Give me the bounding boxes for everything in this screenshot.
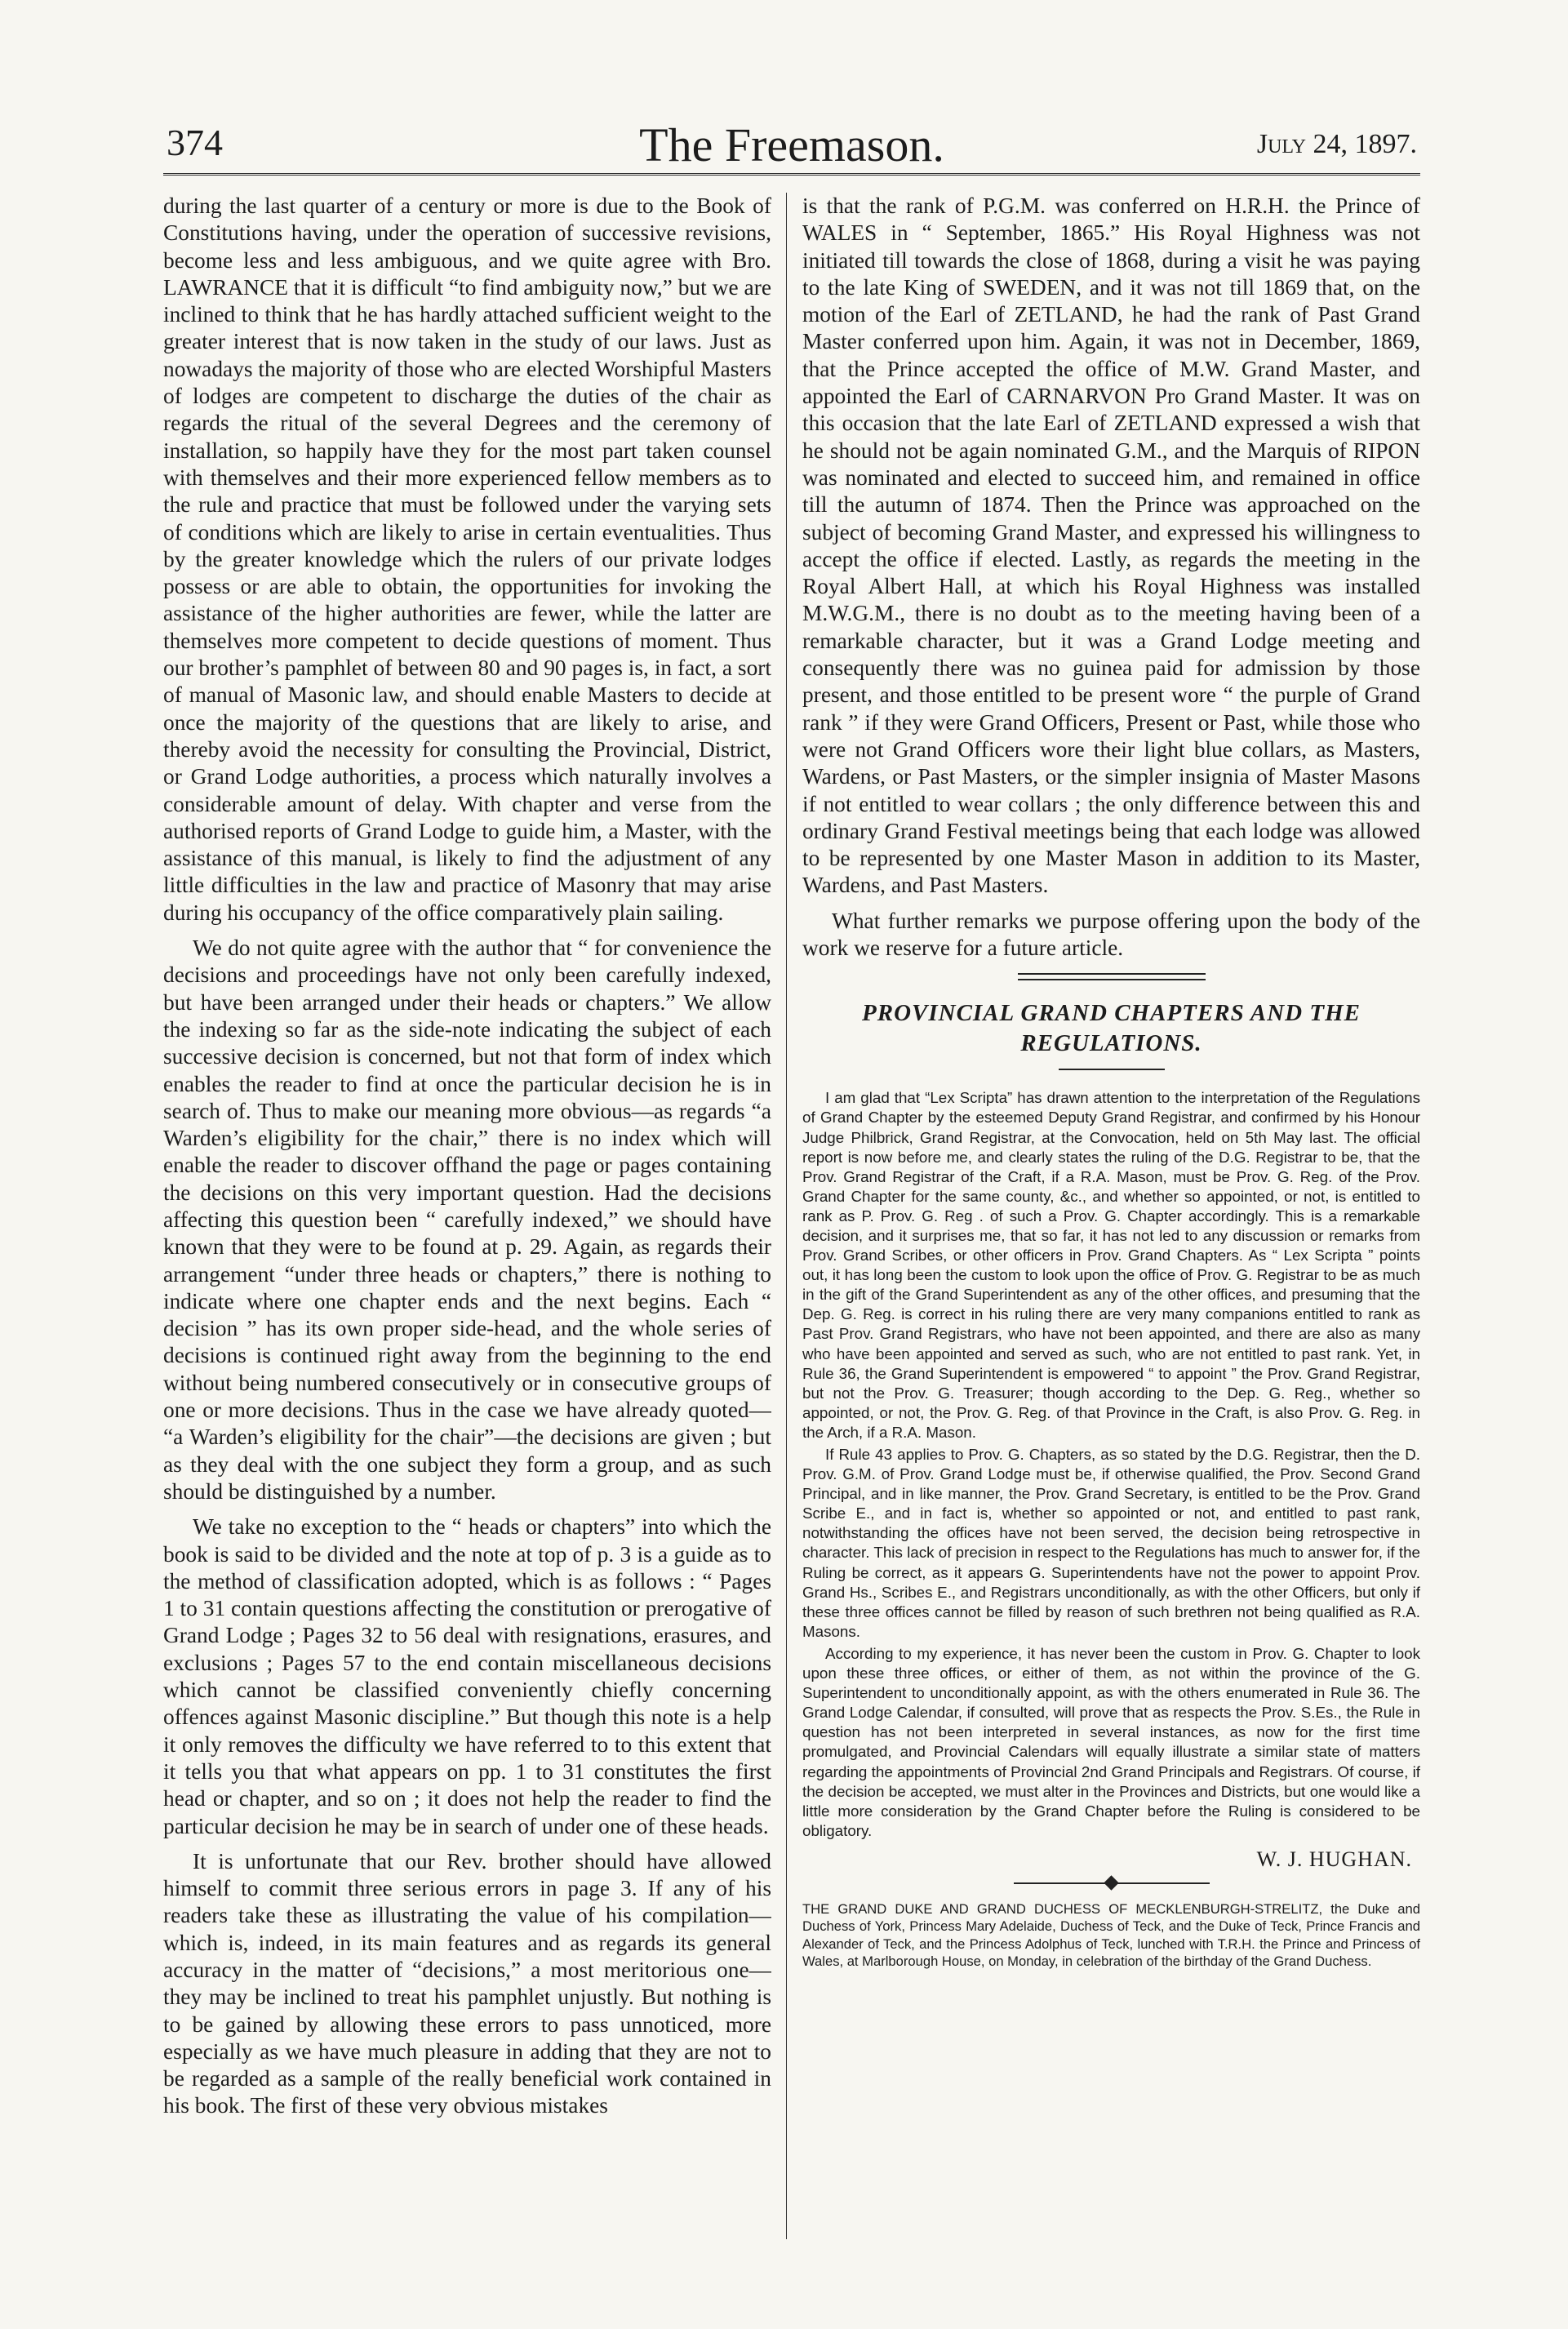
article-paragraph: It is unfortunate that our Rev. brother should have allowed himself to commit three serious errors in page 3. If any of his readers take these as illustrating the value of his compilation—which is, indeed, in its main features and as regards its general accuracy in the matter of “decisions,” a most meritorious one—they may be inclined to treat his pamphlet unjustly. But nothing is to be gained by allowing these errors to pass unnoticed, more especially as we have much pleasure in adding that they are not to be regarded as a sample of the really beneficial work contained in his book. The first of these very obvious mistakes xyxy=(163,1848,771,2118)
article-paragraph: We do not quite agree with the author that “ for convenience the decisions and proceedings have not only been carefully indexed, but have been arranged under their heads or chapters.” We allow the indexing so far as the side-note indicating the subject of each successive decision is concerned, but not that form of index which enables the reader to find at once the particular decision he is in search of. Thus to make our meaning more obvious—as regards “a Warden’s eligibility for the chair,” there is no index which will enable the reader to discover offhand the page or pages containing the decisions on this very important question. Had the decisions affecting this question been “ carefully indexed,” we should have known that they were to be found at p. 29. Again, as regards their arrangement “under three heads or chapters,” there is nothing to indicate where one chapter ends and the next begins. Each “ decision ” has its own proper side-head, and the whole series of decisions is continued right away from the beginning to the end without being numbered consecutively or in consecutive groups of one or more decisions. Thus in the case we have already quoted— “a Warden’s eligibility for the chair”—the decisions are given ; but as they deal with the one subject they form a group, and as such should be distinguished by a number. xyxy=(163,936,771,1504)
left-column xyxy=(163,193,771,2257)
section-title-line: REGULATIONS. xyxy=(1020,1030,1202,1057)
letter-paragraph: If Rule 43 applies to Prov. G. Chapters, as so stated by the D.G. Registrar, then the D. Prov. G.M. of Prov. Grand Lodge must be, if otherwise qualified, the Prov. Second Grand Principal, and in like manner, the Prov. Grand Secretary, is entitled to be the Prov. Grand Scribe E., and in fact is, whether so appointed or not, and entitled to past rank, notwithstanding the offices have not been served, the decision being retrospective in character. This lack of precision in respect to the Regulations has much to answer for, if the Ruling be correct, as it appears G. Superintendents have not the power to appoint Prov. Grand Hs., Scribes E., and Registrars unconditionally, as with the other Officers, but only if these three offices cannot be filled by reason of such brethren not being qualified as R.A. Masons. xyxy=(802,1446,1420,1640)
section-title xyxy=(802,998,1420,1059)
court-notice: THE GRAND DUKE AND GRAND DUCHESS OF MECKLENBURGH-STRELITZ, the Duke and Duchess of York, Princess Mary Adelaide, Duchess of Teck, and the Duke of Teck, Prince Francis and Alexander of Teck, and the Princess Adolphus of Teck, lunched with T.R.H. the Prince and Princess of Wales, at Marlborough House, on Monday, in celebration of the birthday of the Grand Duchess. xyxy=(802,1901,1420,1969)
article-paragraph: during the last quarter of a century or more is due to the Book of Constitutions having, under the operation of successive revisions, become less and less ambiguous, and we quite agree with Bro. LAWRANCE that it is difficult “to find ambiguity now,” but we are inclined to think that he has hardly attached sufficient weight to the greater interest that is now taken in the study of our laws. Just as nowadays the majority of those who are elected Worshipful Masters of lodges are competent to discharge the duties of the chair as regards the ritual of the several Degrees and the ceremony of installation, so happily have they for the most part taken counsel with themselves and their more experienced fellow members as to the rule and practice that must be followed under the varying sets of conditions which are likely to arise in certain eventualities. Thus by the greater knowledge which the rulers of our private lodges possess or are able to obtain, the opportunities for invoking the assistance of the higher authorities are fewer, while the latter are themselves more competent to decide questions of moment. Thus our brother’s pamphlet of between 80 and 90 pages is, in fact, a sort of manual of Masonic law, and should enable Masters to decide at once the majority of the questions that are likely to arise, and thereby avoid the necessity for consulting the Provincial, District, or Grand Lodge authorities, a process which naturally involves a considerable amount of delay. With chapter and verse from the authorised reports of Grand Lodge to guide him, a Master, with the assistance of this manual, is likely to find the adjustment of any little difficulties in the law and practice of Masonry that may arise during his occupancy of the office comparatively plain sailing. xyxy=(163,193,771,925)
title-rule xyxy=(1059,1069,1165,1070)
diamond-ornament-icon xyxy=(1104,1875,1118,1890)
column-divider xyxy=(786,193,787,2239)
article-paragraph: is that the rank of P.G.M. was conferred on H.R.H. the Prince of WALES in “ September, 1865.” His Royal Highness was not initiated till towards the close of 1868, during a visit he was paying to the late King of SWEDEN, and it was not till 1869 that, on the motion of the Earl of ZETLAND, he had the rank of Past Grand Master conferred upon him. Again, it was not in December, 1869, that the Prince accepted the office of M.W. Grand Master, and appointed the Earl of CARNARVON Pro Grand Master. It was on this occasion that the late Earl of ZETLAND expressed a wish that he should not be again nominated G.M., and the Marquis of RIPON was nominated and elected to succeed him, and remained in office till the autumn of 1874. Then the Prince was approached on the subject of becoming Grand Master, and expressed his willingness to accept the office if elected. Lastly, as regards the meeting in the Royal Albert Hall, at which his Royal Highness was installed M.W.G.M., there is no doubt as to the meeting having been of a remarkable character, but it was a Grand Lodge meeting and consequently there was no guinea paid for admission by those present, and those entitled to be present wore “ the purple of Grand rank ” if they were Grand Officers, Present or Past, while those who were not Grand Officers wore their light blue collars, as Masters, Wardens, or Past Masters, or the simpler insignia of Master Masons if not entitled to wear collars ; the only difference between this and ordinary Grand Festival meetings being that each lodge was allowed to be represented by one Master Mason in addition to its Master, Wardens, and Past Masters. xyxy=(802,193,1420,898)
issue-date: July 24, 1897. xyxy=(1256,129,1417,159)
masthead xyxy=(163,114,1420,176)
right-column xyxy=(802,193,1420,2257)
letter-paragraph: According to my experience, it has never been the custom in Prov. G. Chapter to look upon these three offices, or either of them, as not within the province of the G. Superintendent to unconditionally appoint, as with the others enumerated in Rule 36. The Grand Lodge Calendar, if consulted, will prove that as respects the Prov. S.Es., the Rule in question has not been interpreted in several instances, as now for the first time promulgated, and Provincial Calendars will equally illustrate a similar state of matters regarding the appointments of Provincial 2nd Grand Principals and Registrars. Of course, if the decision be accepted, we must alter in the Provinces and Districts, but one would like a little more consideration by the Grand Chapter before the Ruling is considered to be obligatory. xyxy=(802,1644,1420,1839)
letter-body xyxy=(802,1088,1420,1841)
ornament-divider xyxy=(1014,1882,1210,1884)
letter-paragraph: I am glad that “Lex Scripta” has drawn attention to the interpretation of the Regulations of Grand Chapter by the esteemed Deputy Grand Registrar, and confirmed by his Honour Judge Philbrick, Grand Registrar, at the Convocation, held on 5th May last. The official report is now before me, and clearly states the ruling of the D.G. Registrar to be, that the Prov. Grand Registrar of the Craft, if a R.A. Mason, must be Prov. G. Reg. of the Prov. Grand Chapter for the same county, &c., and whether so appointed, or not, is entitled to rank as P. Prov. G. Reg . of such a Prov. G. Chapter accordingly. This is a remarkable decision, and it surprises me, that so far, it has not led to any discussion or remarks from Prov. Grand Scribes, or other officers in Prov. Grand Chapters. As “ Lex Scripta ” points out, it has long been the custom to look upon the office of Prov. G. Registrar to be as much in the gift of the Grand Superintendent as any of the other offices, and presuming that the Dep. G. Reg. is correct in his ruling there are very many companions entitled to rank as Past Prov. Grand Registrars, who have not been appointed, and there are also as many who have been appointed and served as such, who are not entitled to past rank. Yet, in Rule 36, the Grand Superintendent is empowered “ to appoint ” the Prov. Grand Registrar, but not the Prov. G. Treasurer; though according to the Dep. G. Reg., whether so appointed, or not, the Prov. G. Reg. of that Province in the Craft, is also Prov. G. Reg. in the Arch, if a R.A. Mason. xyxy=(802,1089,1420,1441)
letter-signature: W. J. HUGHAN. xyxy=(1256,1847,1412,1871)
article-paragraph: What further remarks we purpose offering upon the body of the work we reserve for a future article. xyxy=(802,908,1420,961)
publication-title: The Freemason. xyxy=(639,118,944,171)
page-number: 374 xyxy=(167,122,223,163)
section-divider xyxy=(1018,973,1206,980)
article-paragraph: We take no exception to the “ heads or chapters” into which the book is said to be divided and the note at top of p. 3 is a guide as to the method of classification adopted, which is as follows : “ Pages 1 to 31 contain questions affecting the constitution or prerogative of Grand Lodge ; Pages 32 to 56 deal with resignations, erasures, and exclusions ; Pages 57 to the end contain miscellaneous decisions which cannot be classified conveniently chiefly concerning offences against Masonic discipline.” But though this note is a help it only removes the difficulty we have referred to to this extent that it tells you that what appears on pp. 1 to 31 constitutes the first head or chapter, and so on ; it does not help the reader to find the particular decision he may be in search of under one of these heads. xyxy=(163,1514,771,1838)
section-title-line: PROVINCIAL GRAND CHAPTERS AND THE xyxy=(862,1000,1361,1027)
